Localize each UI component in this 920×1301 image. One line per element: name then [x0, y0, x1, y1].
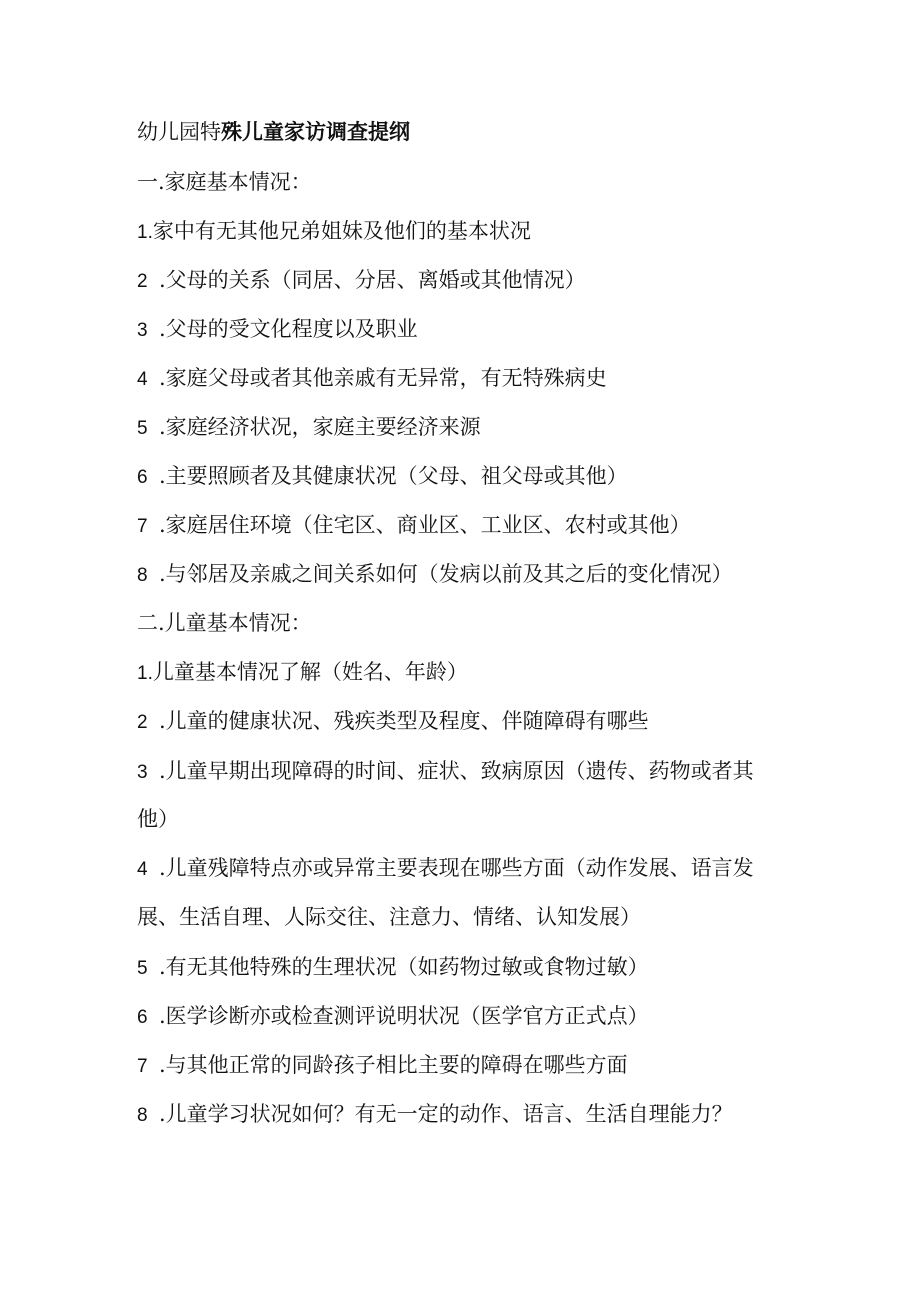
item-number: 6	[137, 467, 148, 488]
item-text: .家庭父母或者其他亲戚有无异常，有无特殊病史	[159, 366, 607, 390]
section2-item-8	[137, 1098, 733, 1132]
section1-item-6	[137, 460, 628, 494]
section1-item-3	[137, 313, 418, 347]
document-title	[137, 116, 410, 148]
section2-heading: 二.儿童基本情况：	[137, 611, 312, 635]
section2-item-6	[137, 1000, 649, 1034]
section1-heading: 一.家庭基本情况：	[137, 170, 312, 194]
item-text: .儿童学习状况如何？有无一定的动作、语言、生活自理能力？	[159, 1102, 733, 1126]
section2-item-7	[137, 1049, 628, 1083]
item-text: .家庭居住环境（住宅区、商业区、工业区、农村或其他）	[159, 513, 691, 537]
item-text: .家庭经济状况，家庭主要经济来源	[159, 415, 481, 439]
section1-item-2	[137, 264, 586, 298]
item-number: 7	[137, 516, 148, 537]
title-normal-part: 幼儿园特	[137, 120, 221, 144]
section2-item-2	[137, 705, 649, 739]
item-number: 7	[137, 1056, 148, 1077]
item-number: 3	[137, 320, 148, 341]
item-text: .父母的关系（同居、分居、离婚或其他情况）	[159, 268, 586, 292]
section2-item-4-continuation: 展、生活自理、人际交往、注意力、情绪、认知发展）	[137, 905, 641, 929]
item-number: 3	[137, 762, 148, 783]
section1-item-5	[137, 411, 481, 445]
item-number: 5	[137, 958, 148, 979]
item-text: .与其他正常的同龄孩子相比主要的障碍在哪些方面	[159, 1053, 628, 1077]
section1-item-7	[137, 509, 691, 543]
item-number: 2	[137, 712, 148, 733]
item-text: .医学诊断亦或检查测评说明状况（医学官方正式点）	[159, 1004, 649, 1028]
item-number: 1.	[137, 222, 153, 243]
title-bold-part: 殊儿童家访调查提纲	[221, 119, 410, 144]
section2-item-3-continuation: 他）	[137, 807, 179, 831]
item-number: 6	[137, 1007, 148, 1028]
section1-item-8	[137, 558, 733, 592]
section2-item-3	[137, 755, 754, 789]
item-text: .有无其他特殊的生理状况（如药物过敏或食物过敏）	[159, 955, 649, 979]
item-text: .父母的受文化程度以及职业	[159, 317, 418, 341]
section2-item-1	[137, 656, 468, 690]
item-text: 家中有无其他兄弟姐妹及他们的基本状况	[152, 219, 531, 243]
item-number: 4	[137, 369, 148, 390]
section2-item-4	[137, 852, 754, 886]
section2-item-5	[137, 951, 649, 985]
item-number: 8	[137, 1105, 148, 1126]
item-text: .儿童早期出现障碍的时间、症状、致病原因（遗传、药物或者其	[159, 759, 754, 783]
section1-item-4	[137, 362, 607, 396]
item-number: 5	[137, 418, 148, 439]
item-number: 1.	[137, 663, 153, 684]
item-text: .儿童的健康状况、残疾类型及程度、伴随障碍有哪些	[159, 709, 649, 733]
item-text: 儿童基本情况了解（姓名、年龄）	[152, 660, 468, 684]
section1-item-1	[137, 215, 531, 249]
item-number: 8	[137, 565, 148, 586]
item-text: .儿童残障特点亦或异常主要表现在哪些方面（动作发展、语言发	[159, 856, 754, 880]
item-text: .与邻居及亲戚之间关系如何（发病以前及其之后的变化情况）	[159, 562, 733, 586]
item-text: .主要照顾者及其健康状况（父母、祖父母或其他）	[159, 464, 628, 488]
item-number: 4	[137, 859, 148, 880]
item-number: 2	[137, 271, 148, 292]
